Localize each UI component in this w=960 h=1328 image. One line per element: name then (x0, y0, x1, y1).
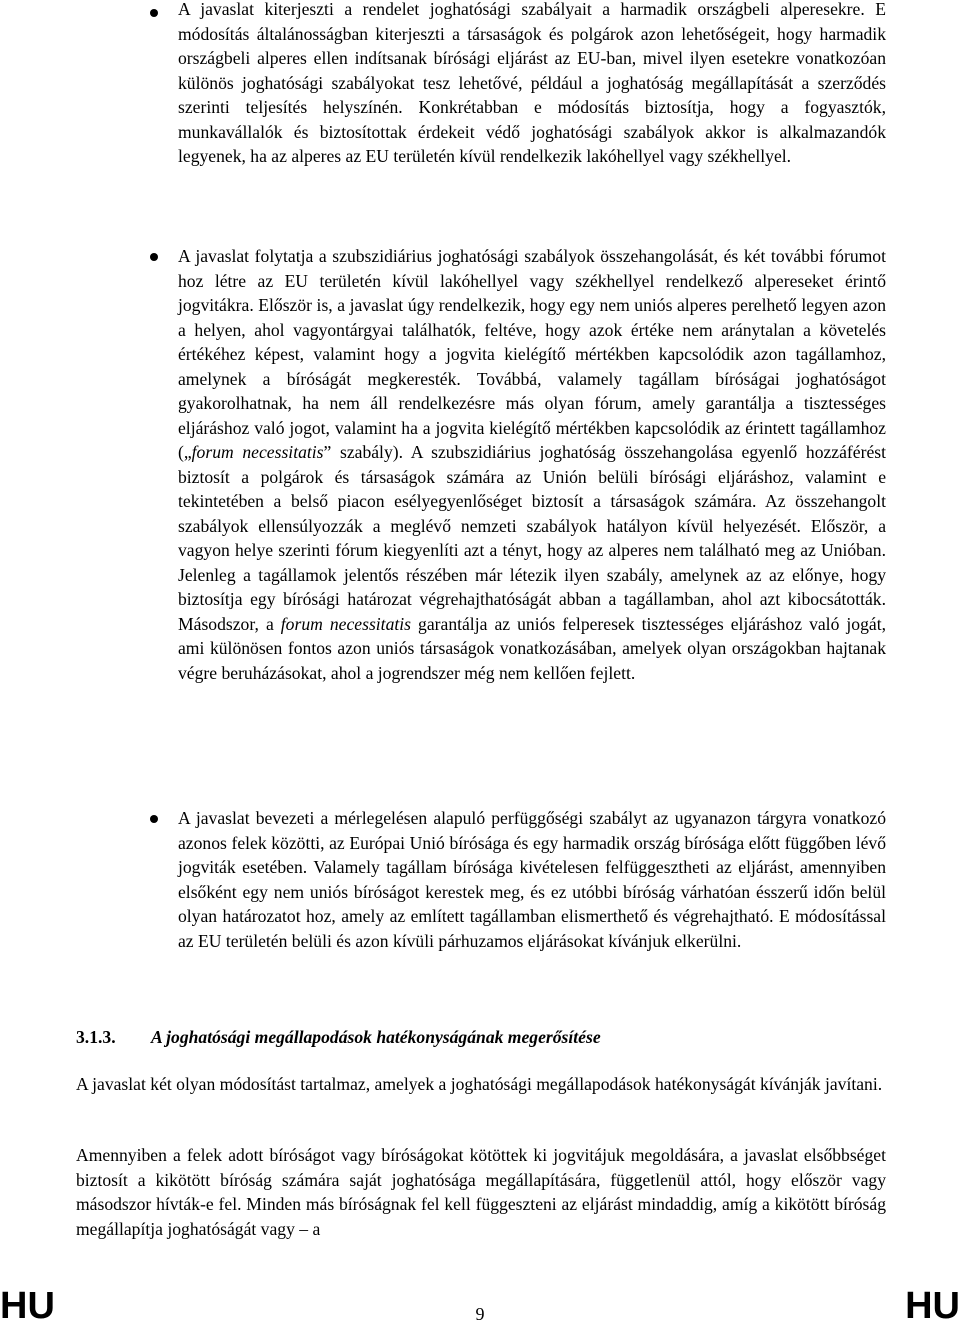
italic-term: forum necessitatis (280, 613, 411, 634)
section-heading (76, 1024, 886, 1050)
bullet-marker (150, 253, 158, 261)
bullet-marker (150, 815, 158, 823)
page-number: 9 (475, 1304, 485, 1324)
footer-language-right: HU (905, 1285, 960, 1327)
bullet-marker (150, 9, 158, 17)
section-number: 3.1.3. (76, 1027, 116, 1047)
text-segment: ” szabály). A szubszidiárius joghatóság összehangolása egyenlő hozzáférést biztosít a polgárok és társaságok számára az Unión belüli bírósági eljáráshoz, valamint e tekintetében a belső piacon esélyegyenlőséget biztosít a társaságok számára. Az összehangolt szabályok ellensúlyozzák a meglévő nemzeti szabályok hatályon kívül helyezését. Először, a vagyon helye szerinti fórum kiegyenlíti azt a tényt, hogy az alperes nem található meg az Unióban. Jelenleg a tagállamok jelentős részében már létezik ilyen szabály, amelynek az az előnye, hogy biztosítja egy bírósági határozat végrehajthatóságát abban a tagállamban, ahol azt kibocsátották. Másodszor, a (178, 442, 886, 634)
bullet-text-2 (178, 244, 886, 685)
paragraph-1: A javaslat két olyan módosítást tartalmaz, amelyek a joghatósági megállapodások hatékonyságát kívánják javítani. (76, 1074, 883, 1094)
text-segment: A javaslat folytatja a szubszidiárius joghatósági szabályok összehangolását, és két további fórumot hoz létre az EU területén kívül lakóhellyel vagy székhellyel rendelkező alpereseket érintő jogvitákra. Először is, a javaslat úgy rendelkezik, hogy egy nem uniós alperes perelhető legyen azon a helyen, ahol vagyontárgyai találhatók, feltéve, hogy azok értéke nem aránytalan a követelés értékéhez képest, valamint hogy a jogvita kielégítő mértékben kapcsolódik azon tagállamhoz, amelynek a bíróságát megkeresték. Továbbá, valamely tagállam bíróságai joghatóságot gyakorolhatnak, ha nem áll rendelkezésre más olyan fórum, amely garantálja a tisztességes eljáráshoz való jogot, valamint ha a jogvita kielégítő mértékben kapcsolódik az érintett tagállamhoz („ (178, 246, 886, 462)
section-title: A joghatósági megállapodások hatékonyságának megerősítése (151, 1027, 601, 1047)
paragraph-2: Amennyiben a felek adott bíróságot vagy bíróságokat kötöttek ki jogvitájuk megoldására, a javaslat elsőbbséget biztosít a kikötött bíróság számára saját joghatósága megállapítására, függetlenül attól, hogy először vagy másodszor hívták-e fel. Minden más bíróságnak fel kell függeszteni az eljárást mindaddig, amíg a kikötött bíróság megállapítja joghatóságát vagy – a (76, 1145, 886, 1239)
footer-language-left: HU (0, 1285, 55, 1327)
text-segment: A javaslat kiterjeszti a rendelet joghatósági szabályait a harmadik országbeli alperesekre. E módosítás általánosságban kiterjeszti a társaságok és polgárok azon lehetőségeit, hogy harmadik országbeli alperes ellen indítsanak bírósági eljárást az EU-ban, mivel ilyen esetekre vonatkozóan különös joghatósági szabályokat tesz lehetővé, például a joghatóság megállapítását a szerződés szerinti teljesítés helyszínén. Konkrétabban e módosítás biztosítja, hogy a fogyasztók, munkavállalók és biztosítottak érdekeit védő joghatósági szabályok akkor is alkalmazandók legyenek, ha az alperes az EU területén kívül rendelkezik lakóhellyel vagy székhellyel. (178, 0, 886, 166)
italic-term: forum necessitatis (191, 442, 324, 462)
text-segment: garantálja az uniós felperesek tisztességes eljáráshoz való jogát, ami különösen fontos azon uniós társaságok vonatkozásában, amelyek olyan országokban hajtanak végre beruházásokat, ahol a jogrendszer még nem kellően fejlett. (178, 613, 886, 683)
text-segment: A javaslat bevezeti a mérlegelésen alapuló perfüggőségi szabályt az ugyanazon tárgyra vonatkozó azonos felek közötti, az Európai Unió bírósága és egy harmadik ország bírósága előtt függőben lévő jogviták esetében. Valamely tagállam bírósága kivételesen felfüggesztheti az eljárást, amennyiben elsőként egy nem uniós bíróságot kerestek meg, és ez utóbbi bíróság várhatóan ésszerű időn belül olyan határozatot hoz, amely az említett tagállamban elismerthető és végrehajtható. E módosítással az EU területén belüli és azon kívüli párhuzamos eljárásokat kívánjuk elkerülni. (178, 808, 886, 951)
bullet-text-3 (178, 806, 886, 953)
bullet-text-1 (178, 0, 886, 169)
